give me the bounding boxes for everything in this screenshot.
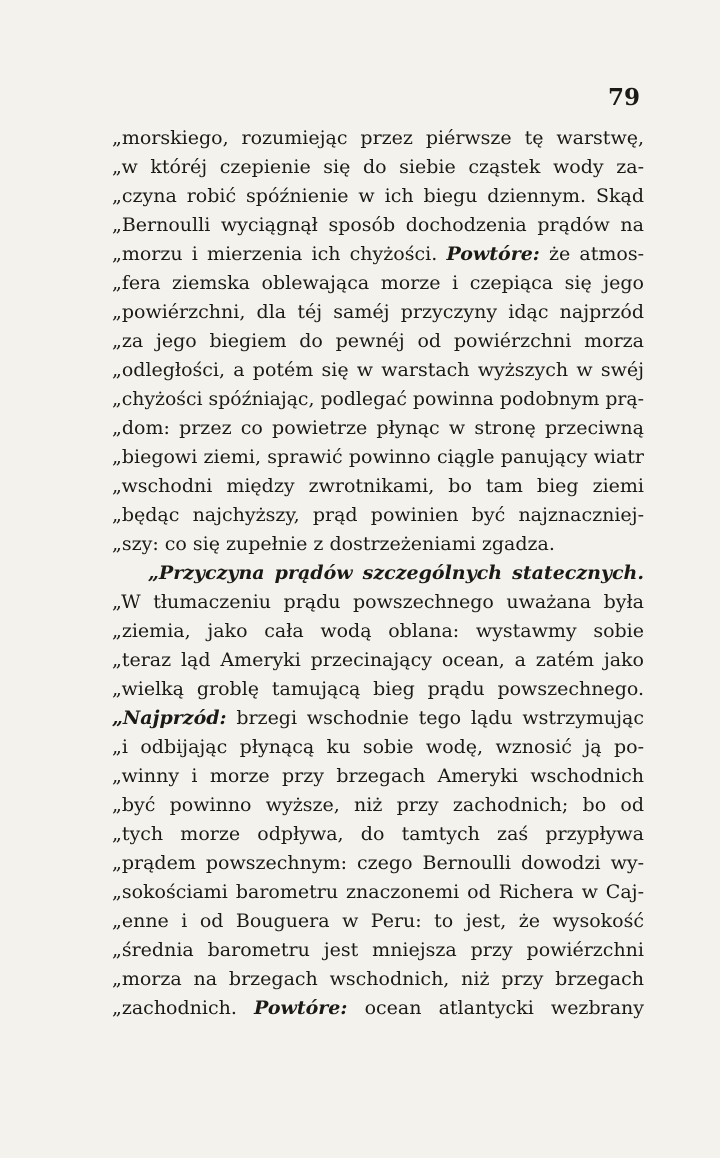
- text-line: „powiérzchni, dla téj saméj przyczyny idąc najprzód: [112, 301, 644, 323]
- page-number: 79: [607, 84, 640, 111]
- text-line: „W tłumaczeniu prądu powszechnego uważana była: [112, 591, 644, 613]
- text-line: „sokościami barometru znaczonemi od Richera w Caj-: [112, 881, 644, 903]
- text-line: „teraz ląd Ameryki przecinający ocean, a zatém jako: [112, 649, 644, 671]
- section-heading: „Przyczyna prądów szczególnych statecznych.: [148, 562, 644, 584]
- text-line: „szy: co się zupełnie z dostrzeżeniami zgadza.: [112, 533, 555, 555]
- emphasis: Powtóre:: [254, 997, 348, 1019]
- text-line: „ziemia, jako cała wodą oblana: wystawmy sobie: [112, 620, 644, 642]
- text-line: „morzu i mierzenia ich chyżości. Powtóre: że atmos-: [112, 243, 644, 265]
- emphasis: „Najprzód:: [112, 707, 227, 729]
- text-line: „będąc najchyższy, prąd powinien być najznaczniej-: [112, 504, 644, 526]
- text-line: „być powinno wyższe, niż przy zachodnich; bo od: [112, 794, 644, 816]
- text-line: „enne i od Bouguera w Peru: to jest, że wysokość: [112, 910, 644, 932]
- text-line: „tych morze odpływa, do tamtych zaś przypływa: [112, 823, 644, 845]
- text-line: „Bernoulli wyciągnął sposób dochodzenia prądów na: [112, 214, 644, 236]
- text-line: „średnia barometru jest mniejsza przy powiérzchni: [112, 939, 644, 961]
- text-line: „winny i morze przy brzegach Ameryki wschodnich: [112, 765, 644, 787]
- text-line: „wschodni między zwrotnikami, bo tam bieg ziemi: [112, 475, 644, 497]
- text-line: „fera ziemska oblewająca morze i czepiąca się jego: [112, 272, 644, 294]
- text-line: „prądem powszechnym: czego Bernoulli dowodzi wy-: [112, 852, 644, 874]
- text-line: „za jego biegiem do pewnéj od powiérzchni morza: [112, 330, 644, 352]
- text-line: „odległości, a potém się w warstach wyższych w swéj: [112, 359, 644, 381]
- text-line: „morskiego, rozumiejąc przez piérwsze tę warstwę,: [112, 127, 644, 149]
- text-line: „Najprzód: brzegi wschodnie tego lądu wstrzymując: [112, 707, 644, 729]
- body-text: [112, 124, 644, 1023]
- emphasis: Powtóre:: [446, 243, 540, 265]
- text-line: „wielką groblę tamującą bieg prądu powszechnego.: [112, 678, 644, 700]
- text-line: „dom: przez co powietrze płynąc w stronę przeciwną: [112, 417, 644, 439]
- text-line: „biegowi ziemi, sprawić powinno ciągle panujący wiatr: [112, 446, 644, 468]
- text-line: „i odbijając płynącą ku sobie wodę, wznosić ją po-: [112, 736, 644, 758]
- text-line: „zachodnich. Powtóre: ocean atlantycki wezbrany: [112, 997, 644, 1019]
- text-line: „w któréj czepienie się do siebie cząstek wody za-: [112, 156, 644, 178]
- text-line: „morza na brzegach wschodnich, niż przy brzegach: [112, 968, 644, 990]
- text-line: „chyżości spóźniając, podlegać powinna podobnym prą-: [112, 388, 645, 410]
- text-line: „czyna robić spóźnienie w ich biegu dziennym. Skąd: [112, 185, 644, 207]
